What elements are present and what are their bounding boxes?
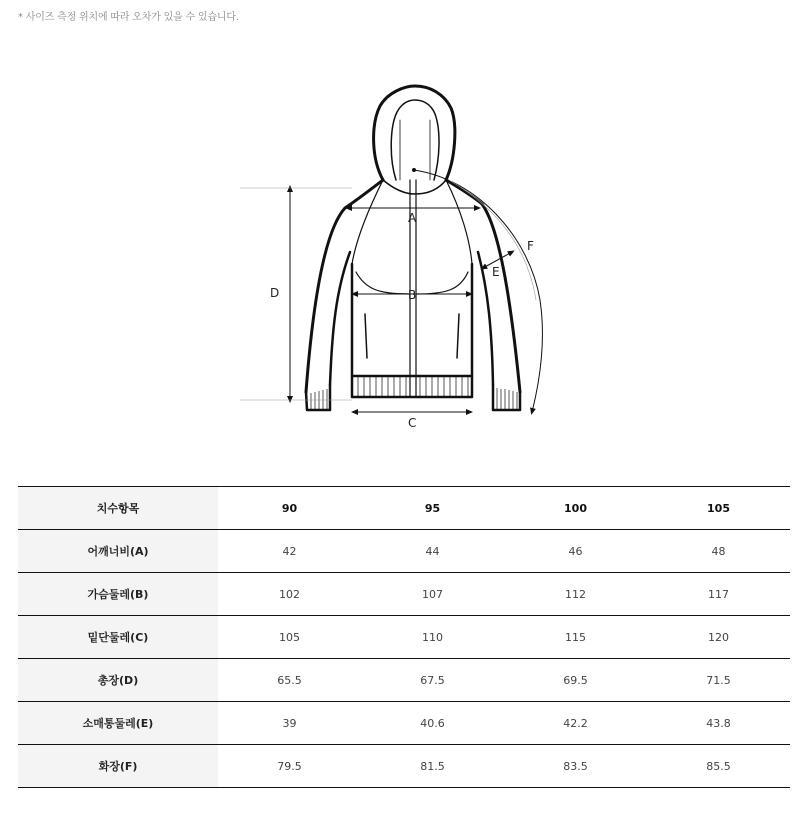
table-cell: 79.5 (218, 745, 361, 788)
table-cell: 83.5 (504, 745, 647, 788)
size-95-header: 95 (361, 487, 504, 530)
table-cell: 65.5 (218, 659, 361, 702)
label-a: A (408, 211, 417, 225)
table-cell: 120 (647, 616, 790, 659)
label-f: F (527, 239, 534, 253)
table-row-length (18, 659, 790, 702)
table-cell: 69.5 (504, 659, 647, 702)
row-label: 총장(D) (18, 659, 218, 702)
table-cell: 115 (504, 616, 647, 659)
table-header-row (18, 487, 790, 530)
table-cell: 42 (218, 530, 361, 573)
hoodie-measurement-diagram (0, 40, 800, 440)
label-c: C (408, 416, 417, 430)
table-cell: 67.5 (361, 659, 504, 702)
table-cell: 44 (361, 530, 504, 573)
size-105-header: 105 (647, 487, 790, 530)
table-cell: 117 (647, 573, 790, 616)
table-cell: 102 (218, 573, 361, 616)
table-cell: 46 (504, 530, 647, 573)
table-cell: 110 (361, 616, 504, 659)
table-cell: 42.2 (504, 702, 647, 745)
table-row-sleeve-length (18, 745, 790, 788)
size-100-header: 100 (504, 487, 647, 530)
label-d: D (270, 286, 280, 300)
row-label: 어깨너비(A) (18, 530, 218, 573)
table-cell: 85.5 (647, 745, 790, 788)
table-row-hem (18, 616, 790, 659)
header-label-cell: 치수항목 (18, 487, 218, 530)
label-e: E (492, 265, 500, 279)
table-cell: 105 (218, 616, 361, 659)
table-cell: 81.5 (361, 745, 504, 788)
label-b: B (408, 288, 417, 302)
row-label: 소매통둘레(E) (18, 702, 218, 745)
table-cell: 43.8 (647, 702, 790, 745)
table-row-chest (18, 573, 790, 616)
table-row-sleeve-width (18, 702, 790, 745)
table-cell: 39 (218, 702, 361, 745)
table-cell: 48 (647, 530, 790, 573)
table-cell: 71.5 (647, 659, 790, 702)
table-row-shoulder (18, 530, 790, 573)
row-label: 화장(F) (18, 745, 218, 788)
table-cell: 40.6 (361, 702, 504, 745)
table-cell: 107 (361, 573, 504, 616)
table-cell: 112 (504, 573, 647, 616)
hoodie-illustration (0, 40, 800, 440)
row-label: 밑단둘레(C) (18, 616, 218, 659)
row-label: 가슴둘레(B) (18, 573, 218, 616)
size-chart-table (18, 486, 790, 788)
size-disclaimer-note: * 사이즈 측정 위치에 따라 오차가 있을 수 있습니다. (18, 12, 239, 23)
size-90-header: 90 (218, 487, 361, 530)
